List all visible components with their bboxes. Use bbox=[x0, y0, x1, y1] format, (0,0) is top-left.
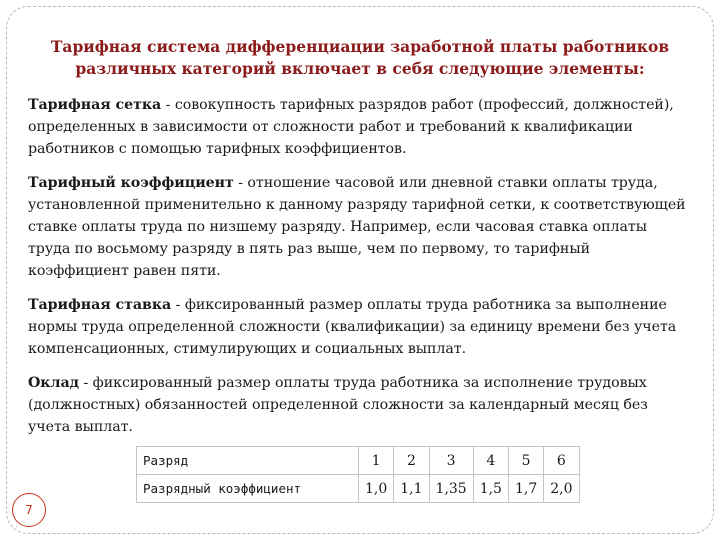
row-header: Разряд bbox=[137, 447, 359, 475]
definition-tariff-coefficient bbox=[28, 172, 693, 282]
page-title bbox=[20, 36, 700, 80]
definition-text: - отношение часовой или дневной ставки оплаты труда, установленной применительно к данному разряду тарифной сетки, к соответствующей ставке оплаты труда по низшему разряду. Например, если часовая ставка оплаты труда по восьмому разряду в пять раз выше, чем по первому, то тарифный коэффициент равен пяти. bbox=[28, 175, 686, 279]
table-cell: 6 bbox=[544, 447, 579, 475]
title-line-2: различных категорий включает в себя следующие элементы: bbox=[75, 59, 645, 78]
term-label: Оклад bbox=[28, 375, 80, 391]
table-row bbox=[137, 447, 580, 475]
definition-text: - фиксированный размер оплаты труда работника за исполнение трудовых (должностных) обязанностей определенной сложности за календарный месяц без учета выплат. bbox=[28, 375, 648, 435]
title-line-1: Тарифная система дифференциации заработной платы работников bbox=[50, 37, 670, 56]
definition-text: - совокупность тарифных разрядов работ (профессий, должностей), определенных в зависимости от сложности работ и требований к квалификации работников с помощью тарифных коэффициентов. bbox=[28, 97, 674, 157]
definition-text: - фиксированный размер оплаты труда работника за выполнение нормы труда определенной сложности (квалификации) за единицу времени без учета компенсационных, стимулирующих и социальных выплат. bbox=[28, 297, 677, 357]
definition-tariff-grid bbox=[28, 94, 693, 160]
table-cell: 2,0 bbox=[544, 475, 579, 503]
rates-table bbox=[136, 446, 580, 503]
table-cell: 4 bbox=[473, 447, 508, 475]
term-label: Тарифный коэффициент bbox=[28, 175, 234, 191]
term-label: Тарифная ставка bbox=[28, 297, 172, 313]
definition-tariff-rate bbox=[28, 294, 693, 360]
definitions-list bbox=[28, 94, 693, 450]
term-label: Тарифная сетка bbox=[28, 97, 162, 113]
row-header: Разрядный коэффициент bbox=[137, 475, 359, 503]
table-cell: 1,0 bbox=[359, 475, 394, 503]
table-cell: 1,1 bbox=[394, 475, 429, 503]
definition-salary bbox=[28, 372, 693, 438]
table-cell: 3 bbox=[429, 447, 473, 475]
table-cell: 1 bbox=[359, 447, 394, 475]
table-cell: 5 bbox=[508, 447, 543, 475]
table-cell: 1,35 bbox=[429, 475, 473, 503]
table-cell: 2 bbox=[394, 447, 429, 475]
table-row bbox=[137, 475, 580, 503]
table-cell: 1,5 bbox=[473, 475, 508, 503]
page-number-badge: 7 bbox=[12, 493, 46, 527]
table-cell: 1,7 bbox=[508, 475, 543, 503]
